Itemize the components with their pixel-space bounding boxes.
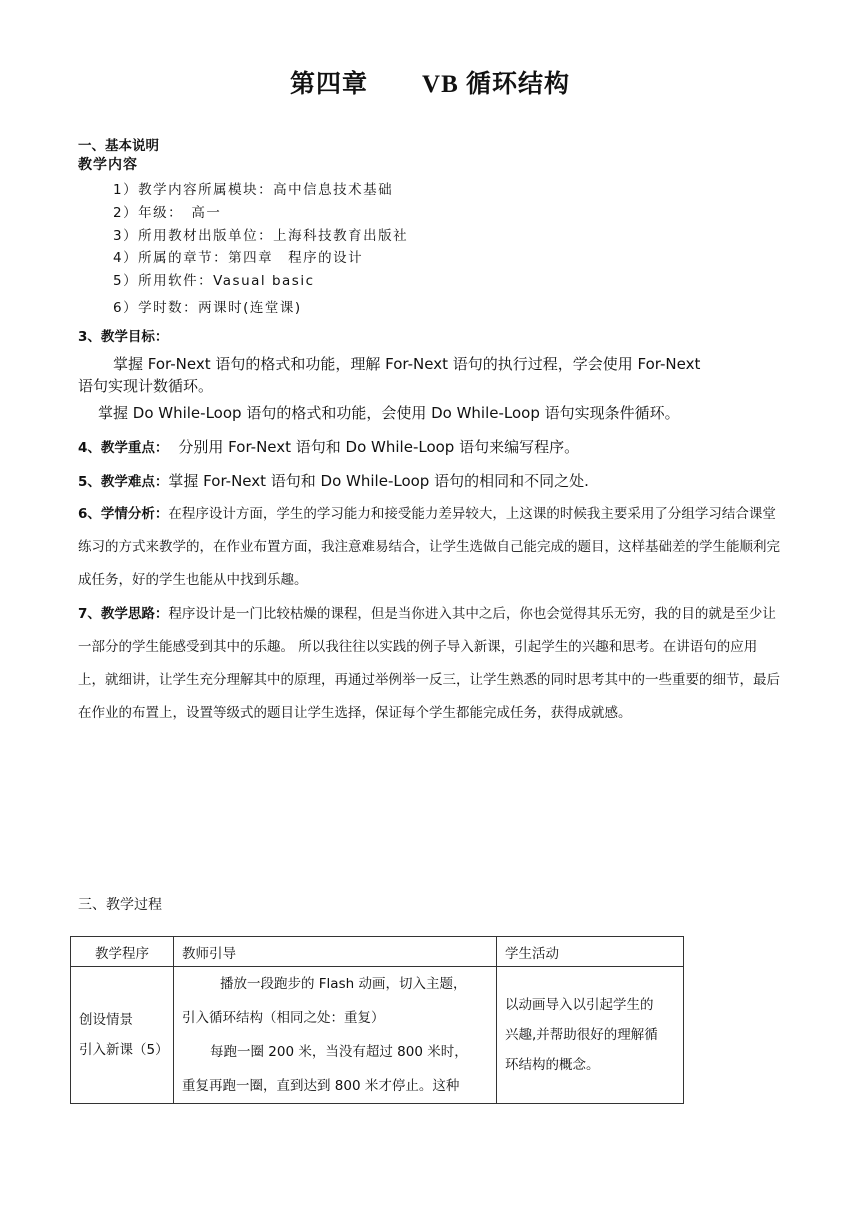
- process-heading: 三、教学过程: [78, 897, 162, 913]
- teacher-line-2: 引入循环结构（相同之处：重复）: [182, 1010, 385, 1026]
- table-header-row: [71, 937, 684, 967]
- goal-paragraph-1-line-1: 掌握 For-Next 语句的格式和功能，理解 For-Next 语句的执行过程，学会使用 For-Next: [113, 355, 701, 373]
- table-row: [71, 967, 684, 1104]
- teacher-line-4: 重复再跑一圈，直到达到 800 米才停止。这种: [182, 1078, 460, 1094]
- thinking-paragraph: [78, 598, 780, 730]
- difficulty-label: 5、教学难点：: [78, 474, 169, 490]
- header-student: 学生活动: [497, 937, 684, 967]
- item-publisher: 3）所用教材出版单位：上海科技教育出版社: [113, 228, 409, 244]
- section-basic-heading: 一、基本说明: [78, 138, 159, 154]
- header-teacher: 教师引导: [174, 937, 497, 967]
- page-title: [0, 64, 860, 100]
- content-subheading: 教学内容: [78, 157, 138, 173]
- item-grade: 2）年级： 高一: [113, 205, 222, 221]
- process-table: [70, 936, 684, 1104]
- thinking-text: 程序设计是一门比较枯燥的课程，但是当你进入其中之后，你也会觉得其乐无穷，我的目的就是至少让一部分的学生能感受到其中的乐趣。 所以我往往以实践的例子导入新课，引起学生的兴趣和思考。在讲语句的应用上，就细讲，让学生充分理解其中的原理，再通过举例举一反三，让学生熟悉的同时思考其中的一些重要的细节，最后在作业的布置上，设置等级式的题目让学生选择，保证每个学生都能完成任务，获得成就感。: [78, 606, 780, 721]
- analysis-text: 在程序设计方面，学生的学习能力和接受能力差异较大，上这课的时候我主要采用了分组学习结合课堂练习的方式来教学的，在作业布置方面，我注意难易结合，让学生选做自己能完成的题目，这样基础差的学生能顺利完成任务，好的学生也能从中找到乐趣。: [78, 506, 780, 588]
- analysis-label: 6、学情分析：: [78, 506, 169, 522]
- title-chapter: 第四章: [290, 71, 369, 98]
- difficulty-line: [78, 470, 589, 491]
- student-line-1: 以动画导入以引起学生的: [505, 997, 654, 1013]
- item-software: 5）所用软件：Vasual basic: [113, 273, 315, 289]
- cell-student: [497, 967, 684, 1104]
- header-program: 教学程序: [71, 937, 174, 967]
- key-point-label: 4、教学重点：: [78, 440, 169, 456]
- difficulty-text: 掌握 For-Next 语句和 Do While-Loop 语句的相同和不同之处.: [168, 472, 589, 490]
- cell-teacher: [174, 967, 497, 1104]
- goal-paragraph-1-line-2: 语句实现计数循环。: [78, 377, 214, 395]
- item-chapter: 4）所属的章节：第四章 程序的设计: [113, 250, 364, 266]
- item-module: 1）教学内容所属模块：高中信息技术基础: [113, 182, 394, 198]
- student-line-2: 兴趣,并帮助很好的理解循: [505, 1027, 658, 1043]
- cell-program: [71, 967, 174, 1104]
- key-point-line: [78, 436, 579, 457]
- goals-heading: 3、教学目标：: [78, 329, 169, 345]
- key-point-text: 分别用 For-Next 语句和 Do While-Loop 语句来编写程序。: [178, 438, 580, 456]
- analysis-paragraph: [78, 498, 780, 597]
- program-line-1: 创设情景: [79, 1012, 133, 1028]
- title-topic: VB 循环结构: [422, 71, 570, 98]
- teacher-line-1: 播放一段跑步的 Flash 动画，切入主题，: [220, 976, 467, 992]
- teacher-line-3: 每跑一圈 200 米，当没有超过 800 米时，: [210, 1044, 468, 1060]
- program-line-2: 引入新课（5）: [79, 1042, 169, 1058]
- student-line-3: 环结构的概念。: [505, 1057, 600, 1073]
- item-hours: 6）学时数：两课时(连堂课): [113, 300, 302, 316]
- goal-paragraph-2: 掌握 Do While-Loop 语句的格式和功能，会使用 Do While-Loop 语句实现条件循环。: [98, 404, 680, 422]
- thinking-label: 7、教学思路：: [78, 606, 169, 622]
